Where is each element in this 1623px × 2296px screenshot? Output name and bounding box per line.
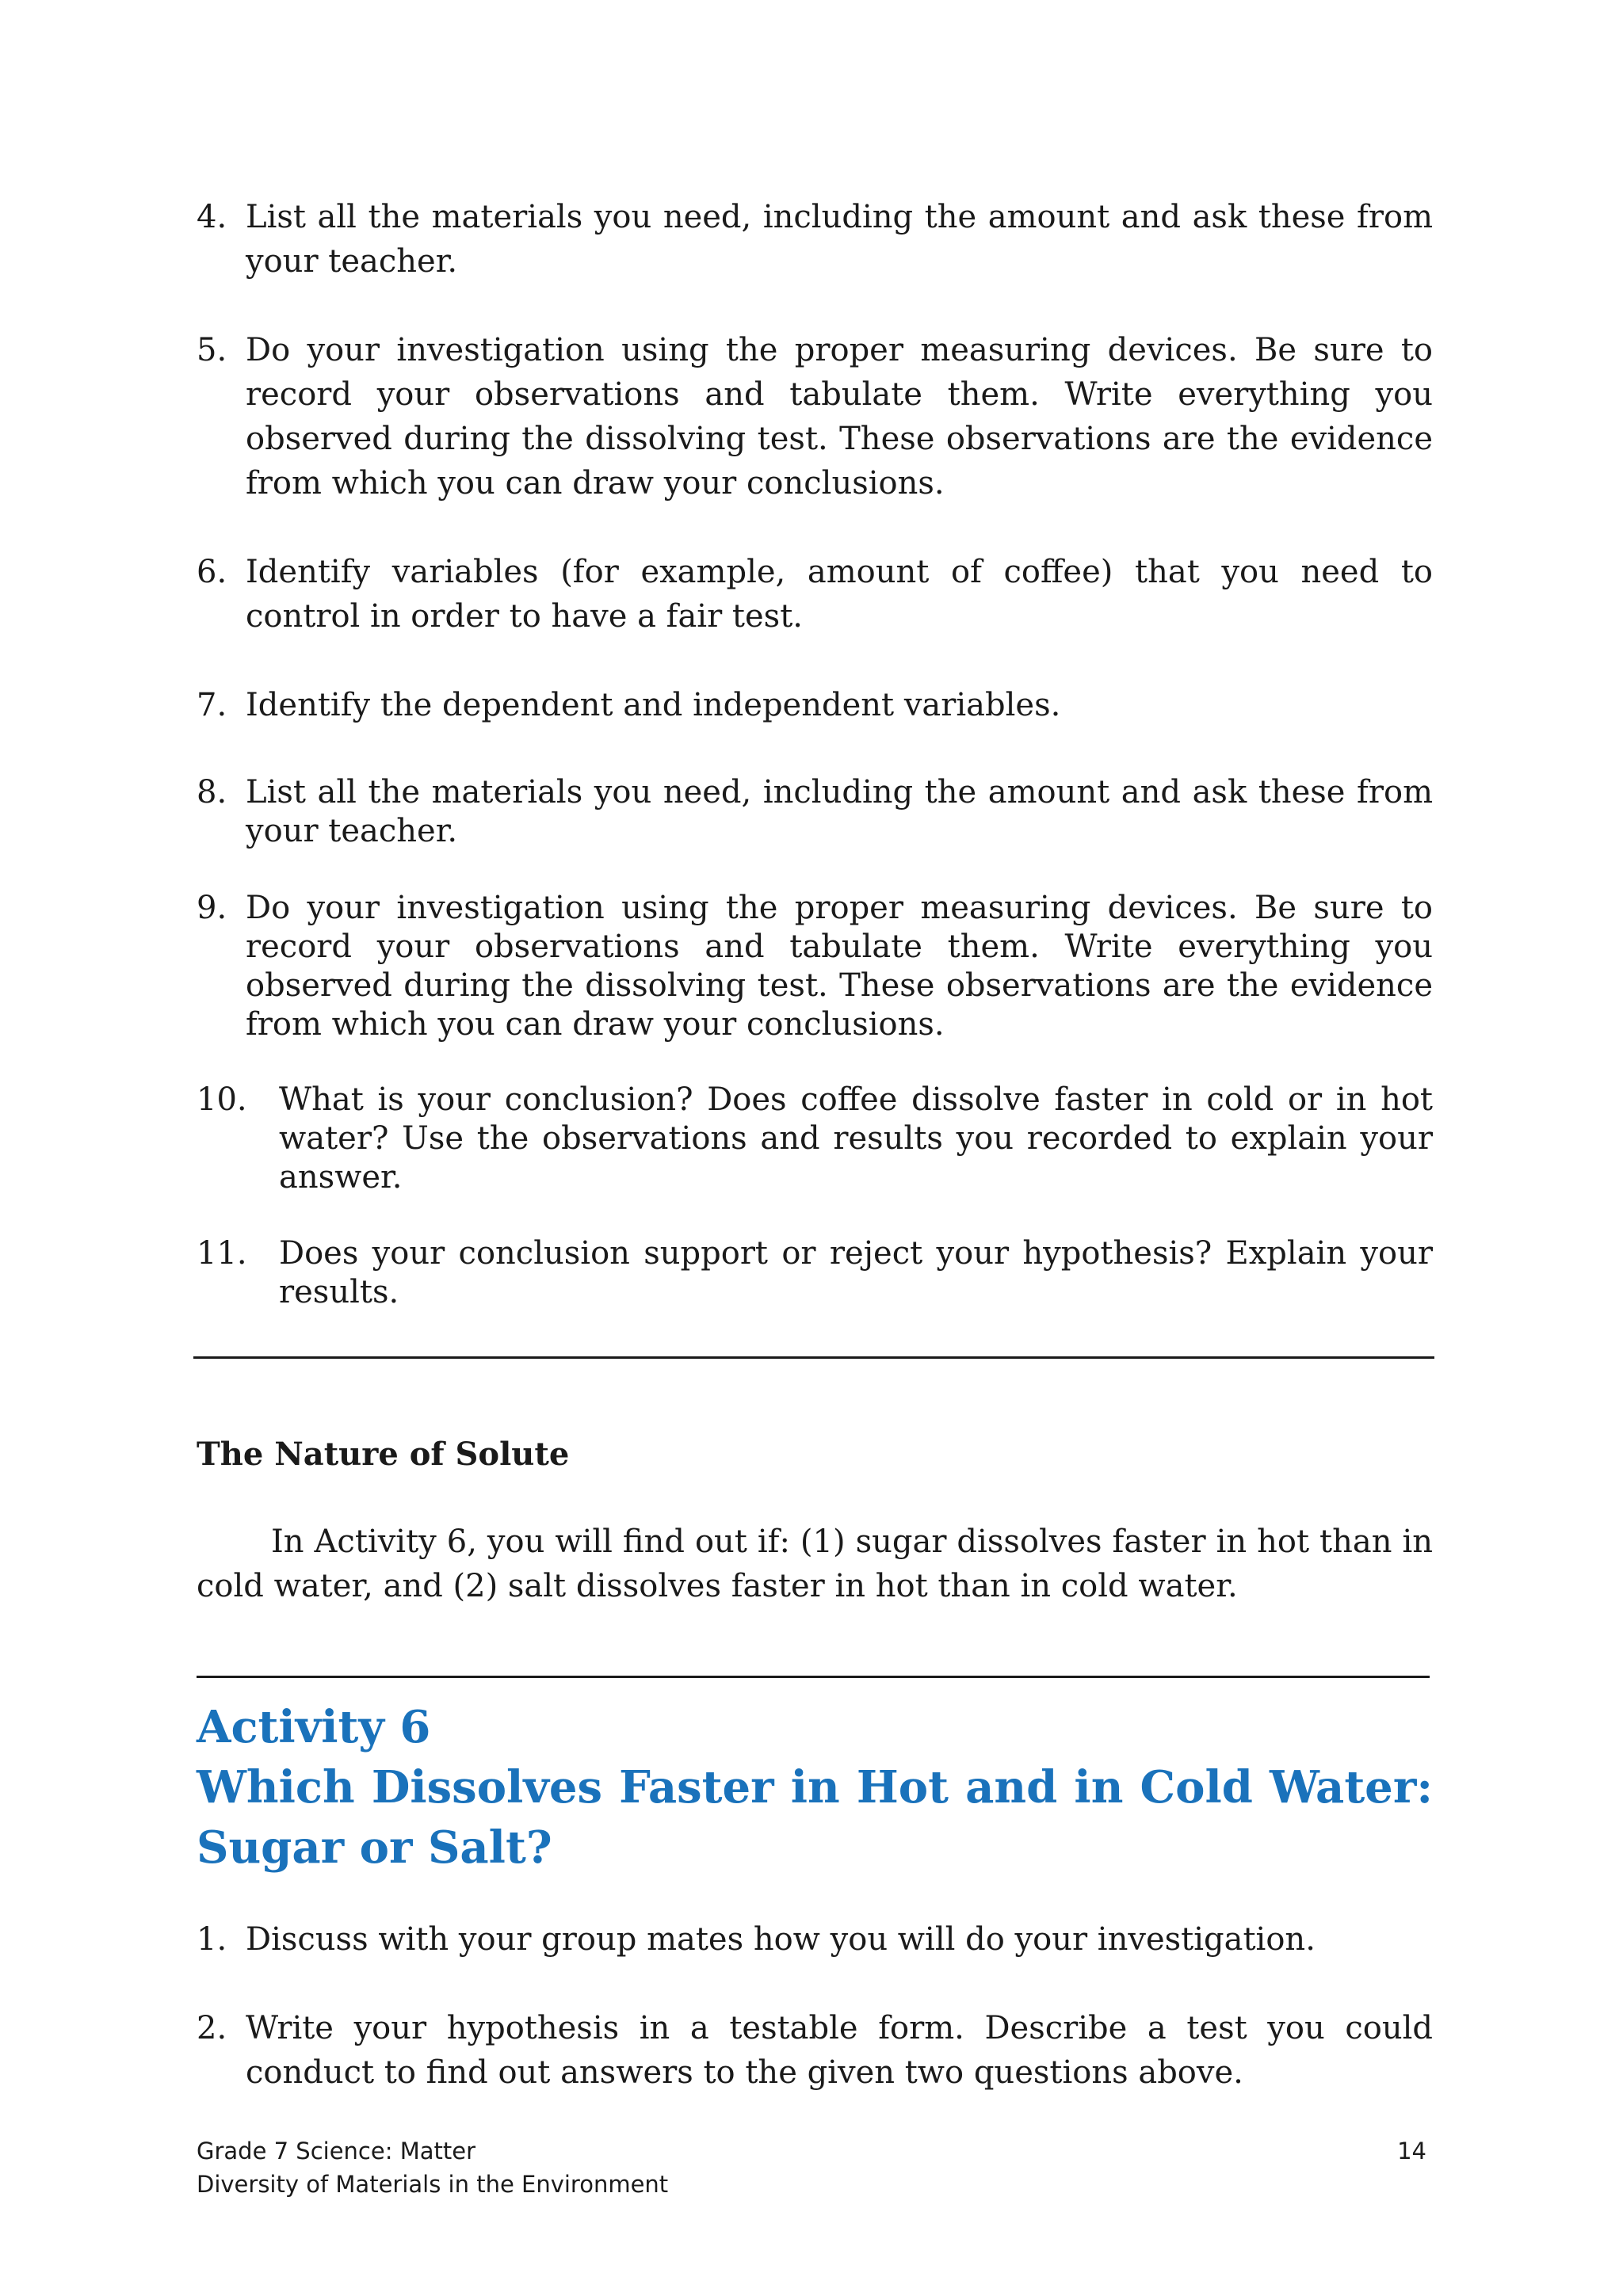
intro-paragraph: In Activity 6, you will find out if: (1) sugar dissolves faster in hot than in cold water, and (2) salt dissolves faster in hot than in cold water. (197, 1524, 1433, 1604)
list-item (197, 195, 1433, 284)
section-heading: The Nature of Solute (197, 1436, 570, 1473)
list-item-number: 7. (197, 687, 227, 723)
list-item-text: Do your investigation using the proper measuring devices. Be sure to record your observations and tabulate them. Write everything you observed during the dissolving test. These observations are the evidence from which you can draw your conclusions. (246, 890, 1433, 1043)
list-item (197, 1234, 1433, 1312)
step-number: 2. (197, 2010, 227, 2046)
page-number: 14 (1397, 2138, 1426, 2164)
list-item-text: Identify variables (for example, amount of coffee) that you need to control in order to have a fair test. (246, 554, 1433, 635)
footer-unit: Diversity of Materials in the Environment (197, 2171, 669, 2198)
list-item-number: 5. (197, 332, 227, 368)
activity-step (197, 1917, 1433, 1962)
activity-label: Activity 6 (197, 1701, 431, 1753)
list-item-text: List all the materials you need, including the amount and ask these from your teacher. (246, 199, 1433, 280)
section-divider (193, 1356, 1434, 1359)
list-item-text: List all the materials you need, including the amount and ask these from your teacher. (246, 774, 1433, 849)
list-item-number: 9. (197, 890, 227, 926)
list-item (197, 773, 1433, 851)
step-text: Discuss with your group mates how you will do your investigation. (246, 1921, 1316, 1958)
activity-divider (197, 1676, 1430, 1678)
list-item (197, 889, 1433, 1044)
list-item-number: 6. (197, 554, 227, 590)
list-item-number: 10. (197, 1081, 247, 1118)
list-item-text: What is your conclusion? Does coffee dissolve faster in cold or in hot water? Use the observations and results you recorded to explain your answer. (279, 1081, 1433, 1196)
list-item-number: 11. (197, 1235, 247, 1272)
list-item (197, 550, 1433, 639)
list-item-text: Identify the dependent and independent variables. (246, 687, 1061, 723)
list-item-number: 4. (197, 199, 227, 235)
activity-step (197, 2006, 1433, 2095)
list-item-number: 8. (197, 774, 227, 810)
list-item (197, 328, 1433, 505)
list-item-text: Do your investigation using the proper measuring devices. Be sure to record your observations and tabulate them. Write everything you observed during the dissolving test. These observations are the evidence from which you can draw your conclusions. (246, 332, 1433, 502)
list-item-text: Does your conclusion support or reject your hypothesis? Explain your results. (279, 1235, 1433, 1310)
step-text: Write your hypothesis in a testable form. Describe a test you could conduct to find out answers to the given two questions above. (246, 2010, 1433, 2091)
list-item (197, 683, 1433, 727)
activity-title: Which Dissolves Faster in Hot and in Cold Water: Sugar or Salt? (197, 1761, 1433, 1874)
list-item (197, 1081, 1433, 1197)
step-number: 1. (197, 1921, 227, 1958)
footer-course: Grade 7 Science: Matter (197, 2138, 476, 2164)
